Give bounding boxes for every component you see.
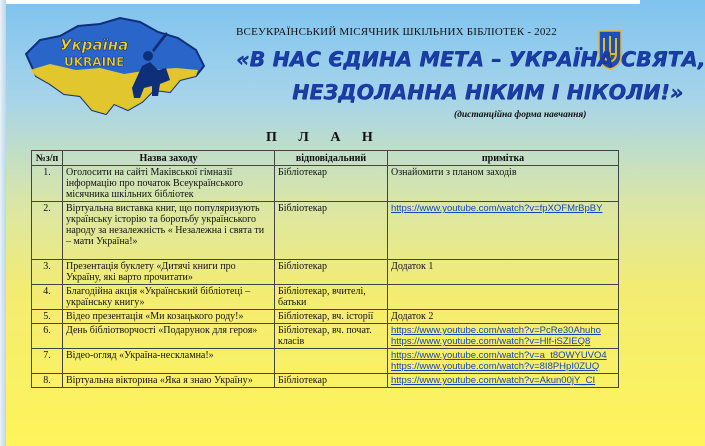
row-event-name: Віртуальна вікторина «Яка я знаю Україну»	[63, 374, 275, 388]
row-note: Додаток 1	[388, 260, 619, 285]
row-responsible: Бібліотекар, вч. історії	[275, 310, 388, 324]
row-event-name: Благодійна акція «Український бібліотеці – українську книгу»	[63, 285, 275, 310]
row-number: 7.	[32, 349, 63, 374]
row-note: Додаток 2	[388, 310, 619, 324]
youtube-link[interactable]: https://www.youtube.com/watch?v=Akun00jY_CI	[391, 375, 596, 386]
row-number: 3.	[32, 260, 63, 285]
row-responsible: Бібліотекар, вч. почат. класів	[275, 324, 388, 349]
header-note: примітка	[388, 151, 619, 166]
table-row	[32, 260, 619, 285]
page-top-edge	[0, 0, 640, 4]
row-number: 5.	[32, 310, 63, 324]
header-number: №з/п	[32, 151, 63, 166]
youtube-link[interactable]: https://www.youtube.com/watch?v=8I8PHpI0ZUQ	[391, 361, 600, 372]
row-responsible: Бібліотекар	[275, 166, 388, 202]
format-note: (дистанційна форма навчання)	[454, 110, 587, 120]
row-number: 4.	[32, 285, 63, 310]
table-row	[32, 374, 619, 388]
row-event-name: Віртуальна виставка книг, що популяризують українську історію та боротьбу українського народу за незалежність « Незалежна і свята ти – мати Україна!»	[63, 202, 275, 260]
row-number: 6.	[32, 324, 63, 349]
plan-title: П Л А Н	[266, 130, 382, 145]
table-row	[32, 285, 619, 310]
slogan-line-2: НЕЗДОЛАННА НІКИМ І НІКОЛИ!»	[292, 80, 684, 104]
youtube-link[interactable]: https://www.youtube.com/watch?v=a_t8OWYUVO4	[391, 350, 607, 361]
row-number: 1.	[32, 166, 63, 202]
row-event-name: Презентація буклету «Дитячі книги про Україну, які варто прочитати»	[63, 260, 275, 285]
table-row	[32, 202, 619, 260]
slogan-line-1: «В НАС ЄДИНА МЕТА – УКРАЇНА СВЯТА,	[236, 47, 705, 71]
plan-table	[31, 150, 619, 388]
youtube-link[interactable]: https://www.youtube.com/watch?v=Hlf-iSZIEQ8	[391, 336, 591, 347]
table-row	[32, 166, 619, 202]
row-note-links	[388, 202, 619, 260]
row-responsible: Бібліотекар, вчителі, батьки	[275, 285, 388, 310]
row-responsible: Бібліотекар	[275, 202, 388, 260]
row-responsible	[275, 349, 388, 374]
row-note: Ознайомити з планом заходів	[388, 166, 619, 202]
row-number: 8.	[32, 374, 63, 388]
table-row	[32, 310, 619, 324]
row-responsible: Бібліотекар	[275, 260, 388, 285]
event-title: ВСЕУКРАЇНСЬКИЙ МІСЯЧНИК ШКІЛЬНИХ БІБЛІОТЕК - 2022	[236, 26, 557, 38]
row-note-links	[388, 374, 619, 388]
table-row	[32, 324, 619, 349]
ukraine-map-icon	[20, 10, 210, 122]
row-note	[388, 285, 619, 310]
youtube-link[interactable]: https://www.youtube.com/watch?v=fpXOFMrBpBY	[391, 203, 603, 214]
table-row	[32, 349, 619, 374]
row-event-name: Оголосити на сайті Маківської гімназії інформацію про початок Всеукраїнського місячника шкільних бібліотек	[63, 166, 275, 202]
youtube-link[interactable]: https://www.youtube.com/watch?v=PcRe30Ahuho	[391, 325, 601, 336]
row-note-links	[388, 324, 619, 349]
row-event-name: Відео-огляд «Україна-нескламна!»	[63, 349, 275, 374]
row-number: 2.	[32, 202, 63, 260]
row-event-name: Відео презентація «Ми козацького роду!»	[63, 310, 275, 324]
table-header-row	[32, 151, 619, 166]
page-left-edge	[0, 0, 6, 446]
logo-line2: UKRAINE	[64, 55, 125, 69]
ukraine-map-logo	[20, 10, 210, 122]
row-note-links	[388, 349, 619, 374]
logo-line1: Україна	[60, 36, 129, 54]
row-event-name: День бібліотворчості «Подарунок для героя»	[63, 324, 275, 349]
header-event-name: Назва заходу	[63, 151, 275, 166]
row-responsible: Бібліотекар	[275, 374, 388, 388]
header-responsible: відповідальний	[275, 151, 388, 166]
